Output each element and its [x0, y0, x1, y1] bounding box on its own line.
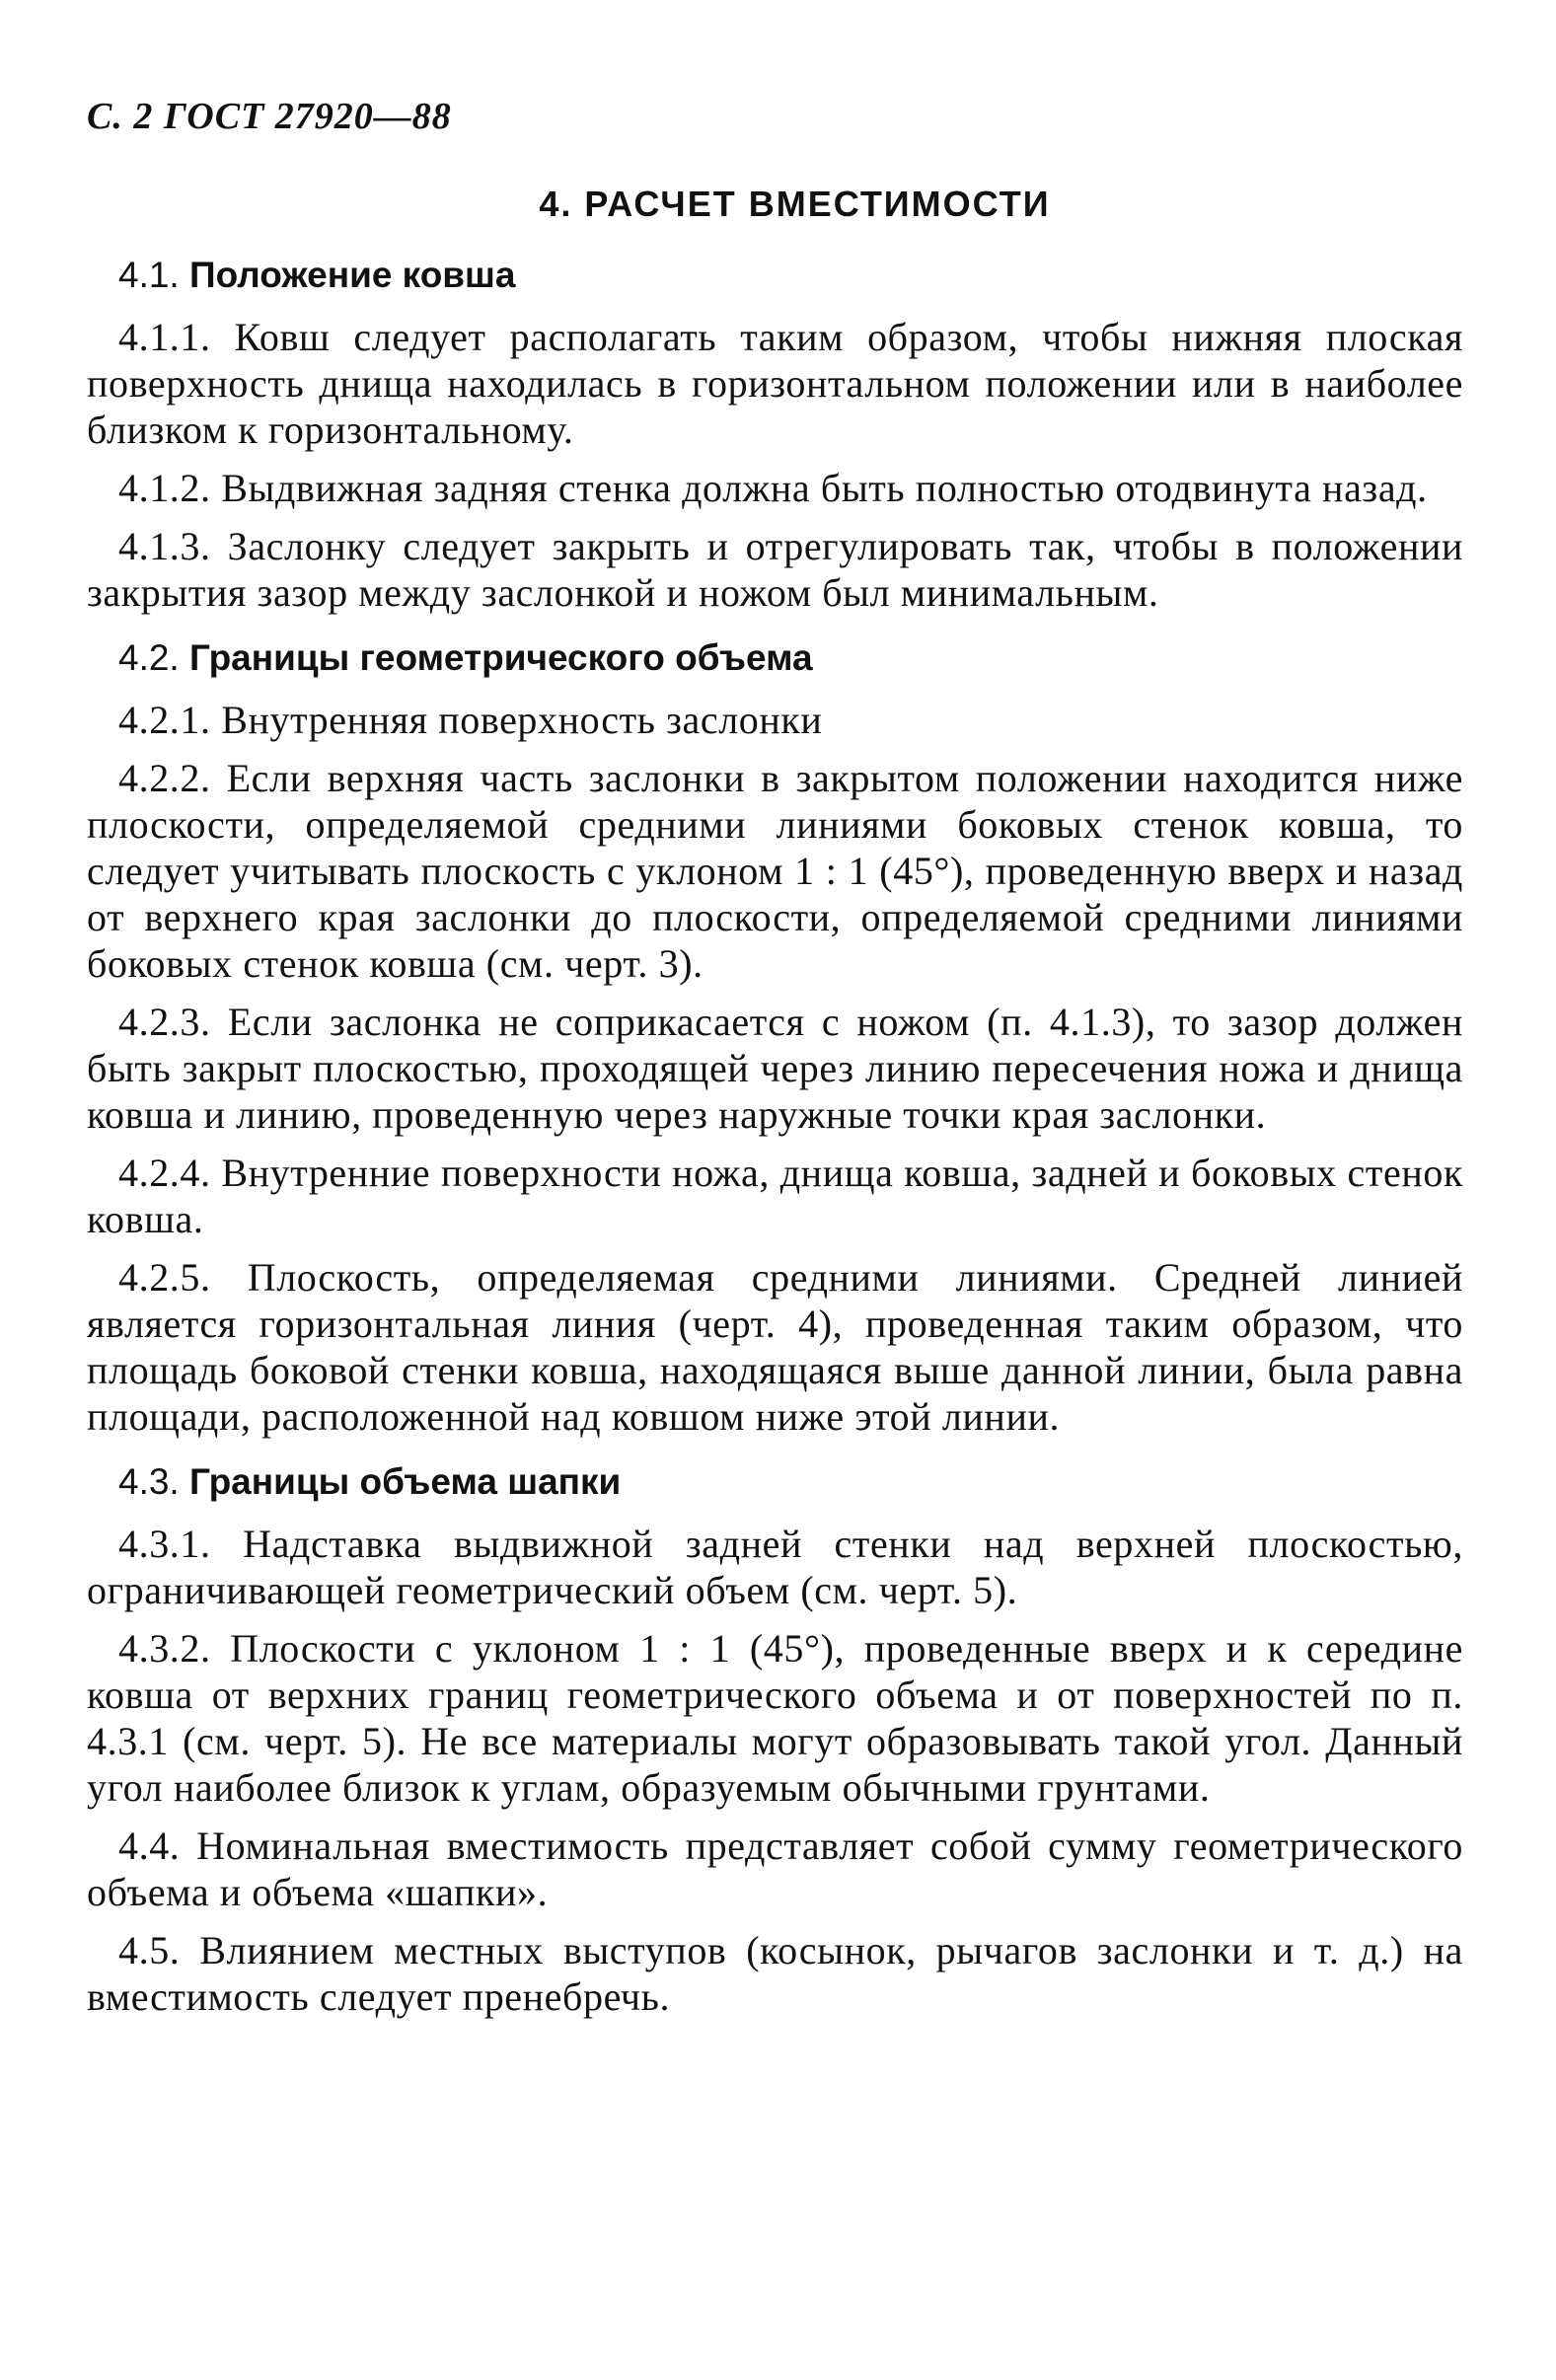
paragraph-4-1-3: 4.1.3. Заслонку следует закрыть и отрегулировать так, чтобы в положении закрытия зазор между заслонкой и ножом был минимальным. [87, 524, 1463, 615]
paragraph-4-5: 4.5. Влиянием местных выступов (косынок, рычагов заслонки и т. д.) на вместимость следует пренебречь. [87, 1928, 1463, 2019]
subsection-heading-4-3 [87, 1461, 1463, 1503]
subsection-number: 4.2. [118, 637, 180, 678]
paragraph-4-2-2: 4.2.2. Если верхняя часть заслонки в закрытом положении находится ниже плоскости, определяемой средними линиями боковых стенок ковша, то следует учитывать плоскость с уклоном 1 : 1 (45°), проведенную вверх и назад от верхнего края заслонки до плоскости, определяемой средними линиями боковых стенок ковша (см. черт. 3). [87, 756, 1463, 986]
paragraph-4-2-4: 4.2.4. Внутренние поверхности ножа, днища ковша, задней и боковых стенок ковша. [87, 1151, 1463, 1241]
paragraph-4-3-2: 4.3.2. Плоскости с уклоном 1 : 1 (45°), проведенные вверх и к середине ковша от верхних границ геометрического объема и от поверхностей по п. 4.3.1 (см. черт. 5). Не все материалы могут образовывать такой угол. Данный угол наиболее близок к углам, образуемым обычными грунтами. [87, 1626, 1463, 1810]
subsection-heading-4-2 [87, 637, 1463, 679]
document-page [87, 95, 1463, 2032]
subsection-number: 4.1. [118, 255, 180, 295]
paragraph-4-2-1: 4.2.1. Внутренняя поверхность заслонки [118, 698, 823, 742]
paragraph-4-1-2: 4.1.2. Выдвижная задняя стенка должна быть полностью отодвинута назад. [118, 466, 1428, 510]
section-title: 4. РАСЧЕТ ВМЕСТИМОСТИ [539, 184, 1051, 224]
subsection-title: Положение ковша [189, 255, 516, 295]
page-header: С. 2 ГОСТ 27920—88 [87, 96, 452, 137]
paragraph-4-2-5: 4.2.5. Плоскость, определяемая средними линиями. Средней линией является горизонтальная линия (черт. 4), проведенная таким образом, что площадь боковой стенки ковша, находящаяся выше данной линии, была равна площади, расположенной над ковшом ниже этой линии. [87, 1255, 1463, 1439]
paragraph-4-4: 4.4. Номинальная вместимость представляет собой сумму геометрического объема и объема «шапки». [87, 1823, 1463, 1914]
subsection-heading-4-1 [87, 255, 1463, 296]
paragraph-4-3-1: 4.3.1. Надставка выдвижной задней стенки над верхней плоскостью, ограничивающей геометрический объем (см. черт. 5). [87, 1522, 1463, 1612]
paragraph-4-2-3: 4.2.3. Если заслонка не соприкасается с ножом (п. 4.1.3), то зазор должен быть закрыт плоскостью, проходящей через линию пересечения ножа и днища ковша и линию, проведенную через наружные точки края заслонки. [87, 1000, 1463, 1137]
subsection-title: Границы объема шапки [189, 1461, 622, 1502]
subsection-number: 4.3. [118, 1461, 180, 1502]
paragraph-4-1-1: 4.1.1. Ковш следует располагать таким образом, чтобы нижняя плоская поверхность днища находилась в горизонтальном положении или в наиболее близком к горизонтальному. [87, 315, 1463, 452]
subsection-title: Границы геометрического объема [189, 637, 813, 678]
